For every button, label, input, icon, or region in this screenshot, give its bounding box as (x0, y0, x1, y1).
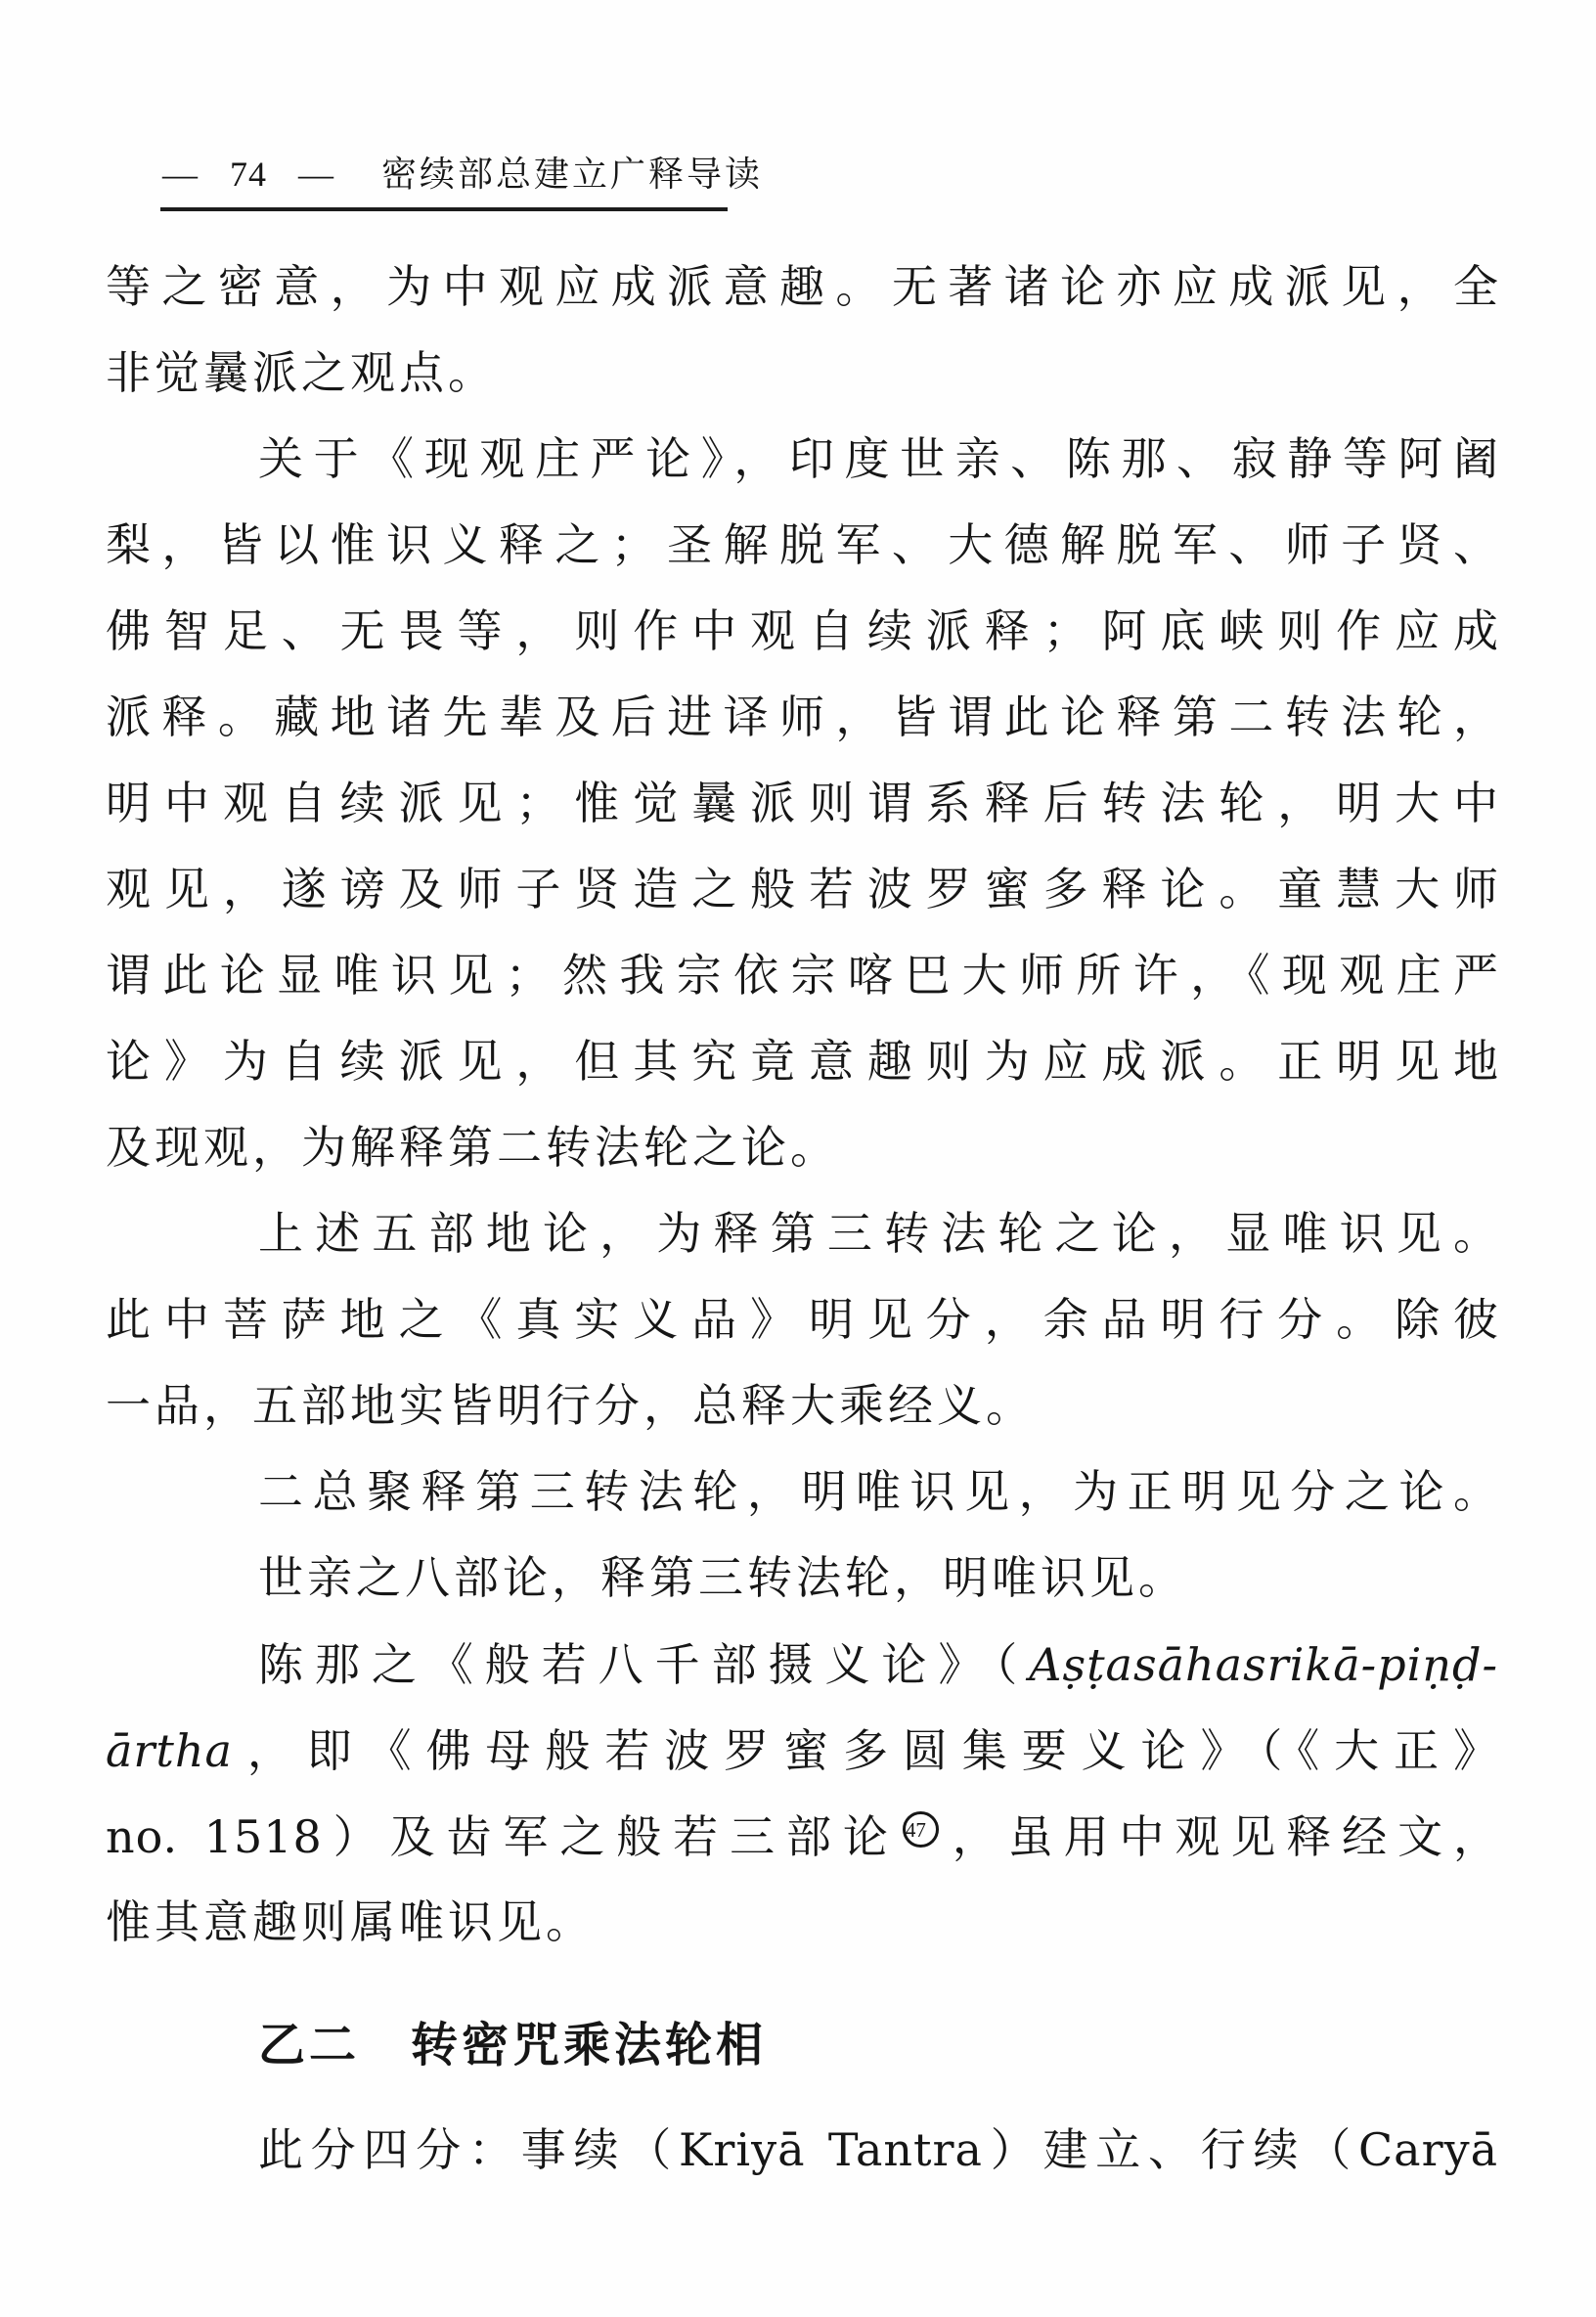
text-line: 惟其意趣则属唯识见。 (106, 1897, 595, 1947)
text-line: 世亲之八部论，释第三转法轮，明唯识见。 (258, 1553, 1187, 1603)
sanskrit-transliteration: Aṣṭasāhasrikā-piṇḍ- (1029, 1638, 1498, 1691)
chinese-text: ）建立、行续（ (982, 2125, 1358, 2175)
text-line: 此中菩萨地之《真实义品》明见分，余品明行分。除彼 (106, 1295, 1498, 1345)
book-title: 密续部总建立广释导读 (381, 155, 764, 194)
text-line: 二总聚释第三转法轮，明唯识见，为正明见分之论。 (258, 1467, 1498, 1517)
header-dash-right: — (298, 155, 334, 194)
text-line: 谓此论显唯识见；然我宗依宗喀巴大师所许，《现观庄严 (106, 951, 1498, 1001)
text-line: 观见，遂谤及师子贤造之般若波罗蜜多释论。童慧大师 (106, 865, 1498, 914)
header-dash-left: — (162, 155, 199, 194)
carya-tantra-transliteration: Caryā (1357, 2123, 1499, 2176)
taisho-number: no. 1518）及齿军之般若三部论 (106, 1810, 900, 1863)
text-line: 梨，皆以惟识义释之；圣解脱军、大德解脱军、师子贤、 (106, 520, 1498, 570)
header-rule (160, 207, 728, 211)
section-heading (106, 1999, 1498, 2093)
page-number: 74 (230, 155, 267, 194)
kriya-tantra-transliteration: Kriyā Tantra (679, 2123, 983, 2176)
text-line: 论》为自续派见，但其究竟意趣则为应成派。正明见地 (106, 1037, 1498, 1087)
text-line: 关于《现观庄严论》，印度世亲、陈那、寂静等阿阇 (258, 434, 1498, 484)
body-text (106, 245, 1498, 2193)
sanskrit-transliteration: ārtha (106, 1724, 233, 1777)
text-line: 上述五部地论，为释第三转法轮之论，显唯识见。 (258, 1209, 1498, 1259)
chinese-text: 陈那之《般若八千部摄义论》（ (258, 1640, 1030, 1690)
text-line: 一品，五部地实皆明行分，总释大乘经义。 (106, 1381, 1035, 1431)
text-line (106, 1794, 1498, 1880)
text-line: 等之密意，为中观应成派意趣。无著诸论亦应成派见，全 (106, 262, 1498, 312)
chinese-text: ，虽用中观见释经文， (941, 1812, 1498, 1862)
section-title: 转密咒乘法轮相 (411, 2020, 768, 2072)
footnote-reference-47: 47 (903, 1811, 939, 1848)
text-line: 非觉曩派之观点。 (106, 348, 497, 398)
text-line (106, 2107, 1498, 2193)
chinese-text: 此分四分：事续（ (258, 2125, 680, 2175)
page-header (162, 147, 763, 197)
text-line (106, 1708, 1498, 1794)
section-number: 乙二 (258, 2020, 361, 2072)
text-line: 及现观，为解释第二转法轮之论。 (106, 1123, 839, 1173)
text-line: 派释。藏地诸先辈及后进译师，皆谓此论释第二转法轮， (106, 692, 1498, 742)
chinese-text: ，即《佛母般若波罗蜜多圆集要义论》（《大正》 (232, 1726, 1498, 1776)
text-line (106, 1622, 1498, 1708)
text-line: 明中观自续派见；惟觉曩派则谓系释后转法轮，明大中 (106, 779, 1498, 828)
text-line: 佛智足、无畏等，则作中观自续派释；阿底峡则作应成 (106, 606, 1498, 656)
